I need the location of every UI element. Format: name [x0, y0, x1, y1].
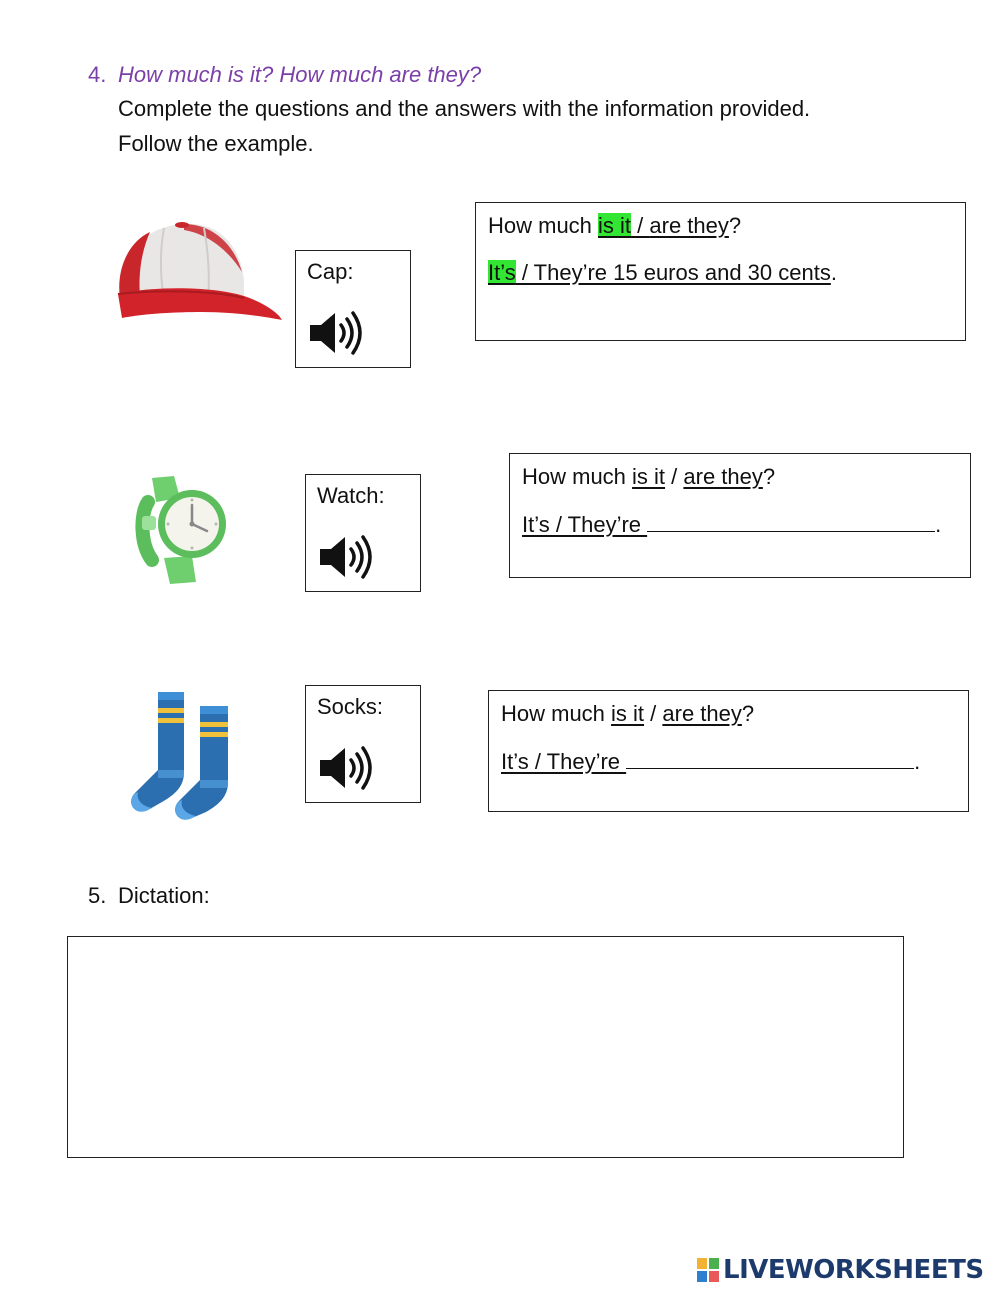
answer-text: It’s / They’re — [501, 749, 627, 774]
option-slash: / — [665, 464, 684, 489]
logo-text: LIVEWORKSHEETS — [723, 1255, 984, 1285]
option-are-they[interactable]: are they — [683, 464, 763, 489]
answer-text: It’s / They’re — [522, 512, 648, 537]
option-is-it[interactable]: is it — [598, 213, 632, 238]
cap-question — [488, 211, 953, 241]
liveworksheets-logo — [697, 1255, 984, 1285]
option-slash: / — [644, 701, 663, 726]
exercise-4-title: How much is it? How much are they? — [118, 62, 482, 87]
watch-image — [134, 474, 232, 586]
option-are-they[interactable]: are they — [662, 701, 742, 726]
watch-label: Watch: — [317, 483, 385, 508]
exercise-5-title: Dictation: — [118, 883, 210, 908]
question-prefix: How much — [488, 213, 599, 238]
answer-period: . — [914, 749, 921, 774]
watch-label-box — [305, 474, 421, 592]
question-prefix: How much — [501, 701, 612, 726]
watch-question-box — [509, 453, 971, 578]
cap-label-box — [295, 250, 411, 368]
dictation-textarea[interactable] — [67, 936, 904, 1158]
question-mark: ? — [741, 701, 755, 726]
watch-answer — [522, 509, 958, 540]
speaker-icon[interactable] — [318, 744, 374, 792]
cap-answer — [488, 258, 953, 288]
exercise-4-instructions-line1: Complete the questions and the answers with the information provided. — [118, 96, 811, 121]
cap-label: Cap: — [307, 259, 354, 284]
question-mark: ? — [728, 213, 742, 238]
exercise-4-instructions-line2: Follow the example. — [118, 131, 314, 156]
answer-period: . — [935, 512, 942, 537]
exercise-5-number: 5. — [88, 883, 107, 908]
socks-question — [501, 699, 956, 729]
option-are-they[interactable]: are they — [649, 213, 729, 238]
speaker-icon[interactable] — [308, 309, 364, 357]
socks-label: Socks: — [317, 694, 384, 719]
socks-answer — [501, 746, 956, 777]
answer-blank-input[interactable] — [626, 746, 914, 769]
exercise-4-number: 4. — [88, 62, 107, 87]
socks-label-box — [305, 685, 421, 803]
speaker-icon[interactable] — [318, 533, 374, 581]
answer-blank-input[interactable] — [647, 509, 935, 532]
option-is-it[interactable]: is it — [632, 464, 666, 489]
answer-period: . — [830, 260, 837, 285]
socks-image — [128, 690, 234, 822]
socks-question-box — [488, 690, 969, 812]
cap-image — [112, 220, 284, 322]
question-mark: ? — [762, 464, 776, 489]
option-slash: / — [631, 213, 650, 238]
cap-question-box — [475, 202, 966, 341]
question-prefix: How much — [522, 464, 633, 489]
option-is-it[interactable]: is it — [611, 701, 645, 726]
watch-question — [522, 462, 958, 492]
logo-blocks-icon — [697, 1258, 719, 1282]
answer-text: / They’re 15 euros and 30 cents — [515, 260, 831, 285]
answer-its[interactable]: It’s — [488, 260, 516, 285]
